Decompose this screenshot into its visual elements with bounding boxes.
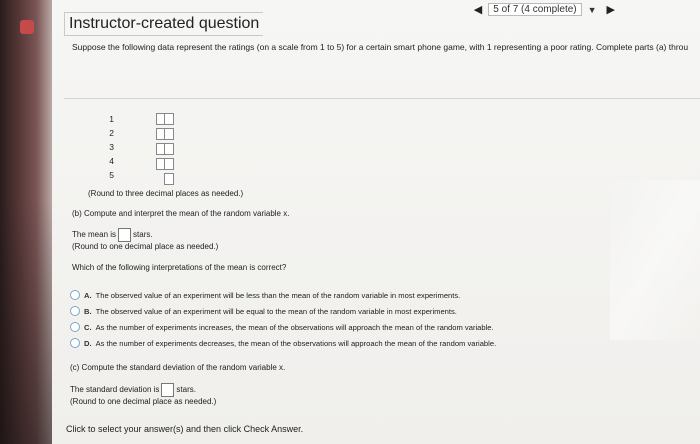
option-c[interactable] bbox=[70, 322, 494, 332]
footer-instruction: Click to select your answer(s) and then click Check Answer. bbox=[66, 424, 304, 434]
sd-input[interactable] bbox=[161, 383, 174, 397]
background-shadow bbox=[0, 200, 52, 444]
round-instruction: (Round to one decimal place as needed.) bbox=[72, 242, 219, 251]
divider bbox=[64, 98, 700, 99]
option-text: The observed value of an experiment will be less than the mean of the random variable in most experiments. bbox=[95, 290, 461, 300]
answer-boxes-col2 bbox=[164, 113, 174, 188]
question-navigation bbox=[474, 3, 615, 16]
rating-value: 3 bbox=[109, 142, 114, 152]
chevron-down-icon[interactable]: ▼ bbox=[587, 4, 597, 15]
interpretation-question: Which of the following interpretations of the mean is correct? bbox=[72, 263, 287, 272]
sd-suffix: stars. bbox=[176, 385, 196, 395]
part-b-heading: (b) Compute and interpret the mean of the random variable x. bbox=[72, 209, 290, 218]
answer-input[interactable] bbox=[164, 173, 174, 185]
radio-button[interactable] bbox=[70, 290, 80, 300]
part-c-heading: (c) Compute the standard deviation of the random variable x. bbox=[70, 363, 286, 372]
mean-prefix: The mean is bbox=[72, 230, 117, 240]
rating-value: 4 bbox=[109, 156, 114, 166]
mean-answer-line bbox=[72, 228, 153, 242]
answer-input[interactable] bbox=[164, 143, 174, 155]
round-instruction: (Round to three decimal places as needed.) bbox=[88, 189, 244, 198]
sd-answer-line bbox=[70, 383, 196, 397]
option-text: The observed value of an experiment will be equal to the mean of the random variable in most experiments. bbox=[95, 306, 457, 316]
page-title: Instructor-created question bbox=[64, 12, 263, 36]
radio-button[interactable] bbox=[70, 322, 80, 332]
question-page bbox=[52, 0, 700, 444]
answer-input[interactable] bbox=[164, 113, 174, 125]
option-letter: B. bbox=[84, 306, 92, 316]
option-letter: C. bbox=[84, 322, 92, 332]
option-letter: A. bbox=[84, 290, 92, 300]
question-text: Suppose the following data represent the ratings (on a scale from 1 to 5) for a certain smart phone game, with 1 representing a poor rating. Complete parts (a) throu bbox=[72, 42, 689, 52]
radio-button[interactable] bbox=[70, 338, 80, 348]
option-letter: D. bbox=[84, 338, 92, 348]
screen-glare bbox=[610, 180, 700, 340]
option-d[interactable] bbox=[70, 338, 496, 348]
sd-prefix: The standard deviation is bbox=[70, 385, 160, 395]
rating-value: 1 bbox=[109, 114, 114, 124]
option-b[interactable] bbox=[70, 306, 457, 316]
option-a[interactable] bbox=[70, 290, 460, 300]
option-text: As the number of experiments increases, the mean of the observations will approach the mean of the random variable. bbox=[95, 322, 494, 332]
radio-button[interactable] bbox=[70, 306, 80, 316]
round-instruction: (Round to one decimal place as needed.) bbox=[70, 397, 217, 406]
question-counter[interactable]: 5 of 7 (4 complete) bbox=[488, 3, 581, 16]
background-photo-edge bbox=[0, 0, 52, 444]
rating-value: 2 bbox=[109, 128, 114, 138]
rating-table bbox=[104, 112, 114, 182]
background-accent bbox=[20, 20, 34, 34]
answer-input[interactable] bbox=[164, 128, 174, 140]
option-text: As the number of experiments decreases, the mean of the observations will approach the mean of the random variable. bbox=[95, 338, 497, 348]
mean-input[interactable] bbox=[118, 228, 131, 242]
mean-suffix: stars. bbox=[133, 230, 153, 240]
next-question-button[interactable]: ▶ bbox=[606, 4, 615, 16]
rating-value: 5 bbox=[109, 170, 114, 180]
prev-question-button[interactable]: ◀ bbox=[473, 4, 483, 16]
answer-input[interactable] bbox=[164, 158, 174, 170]
